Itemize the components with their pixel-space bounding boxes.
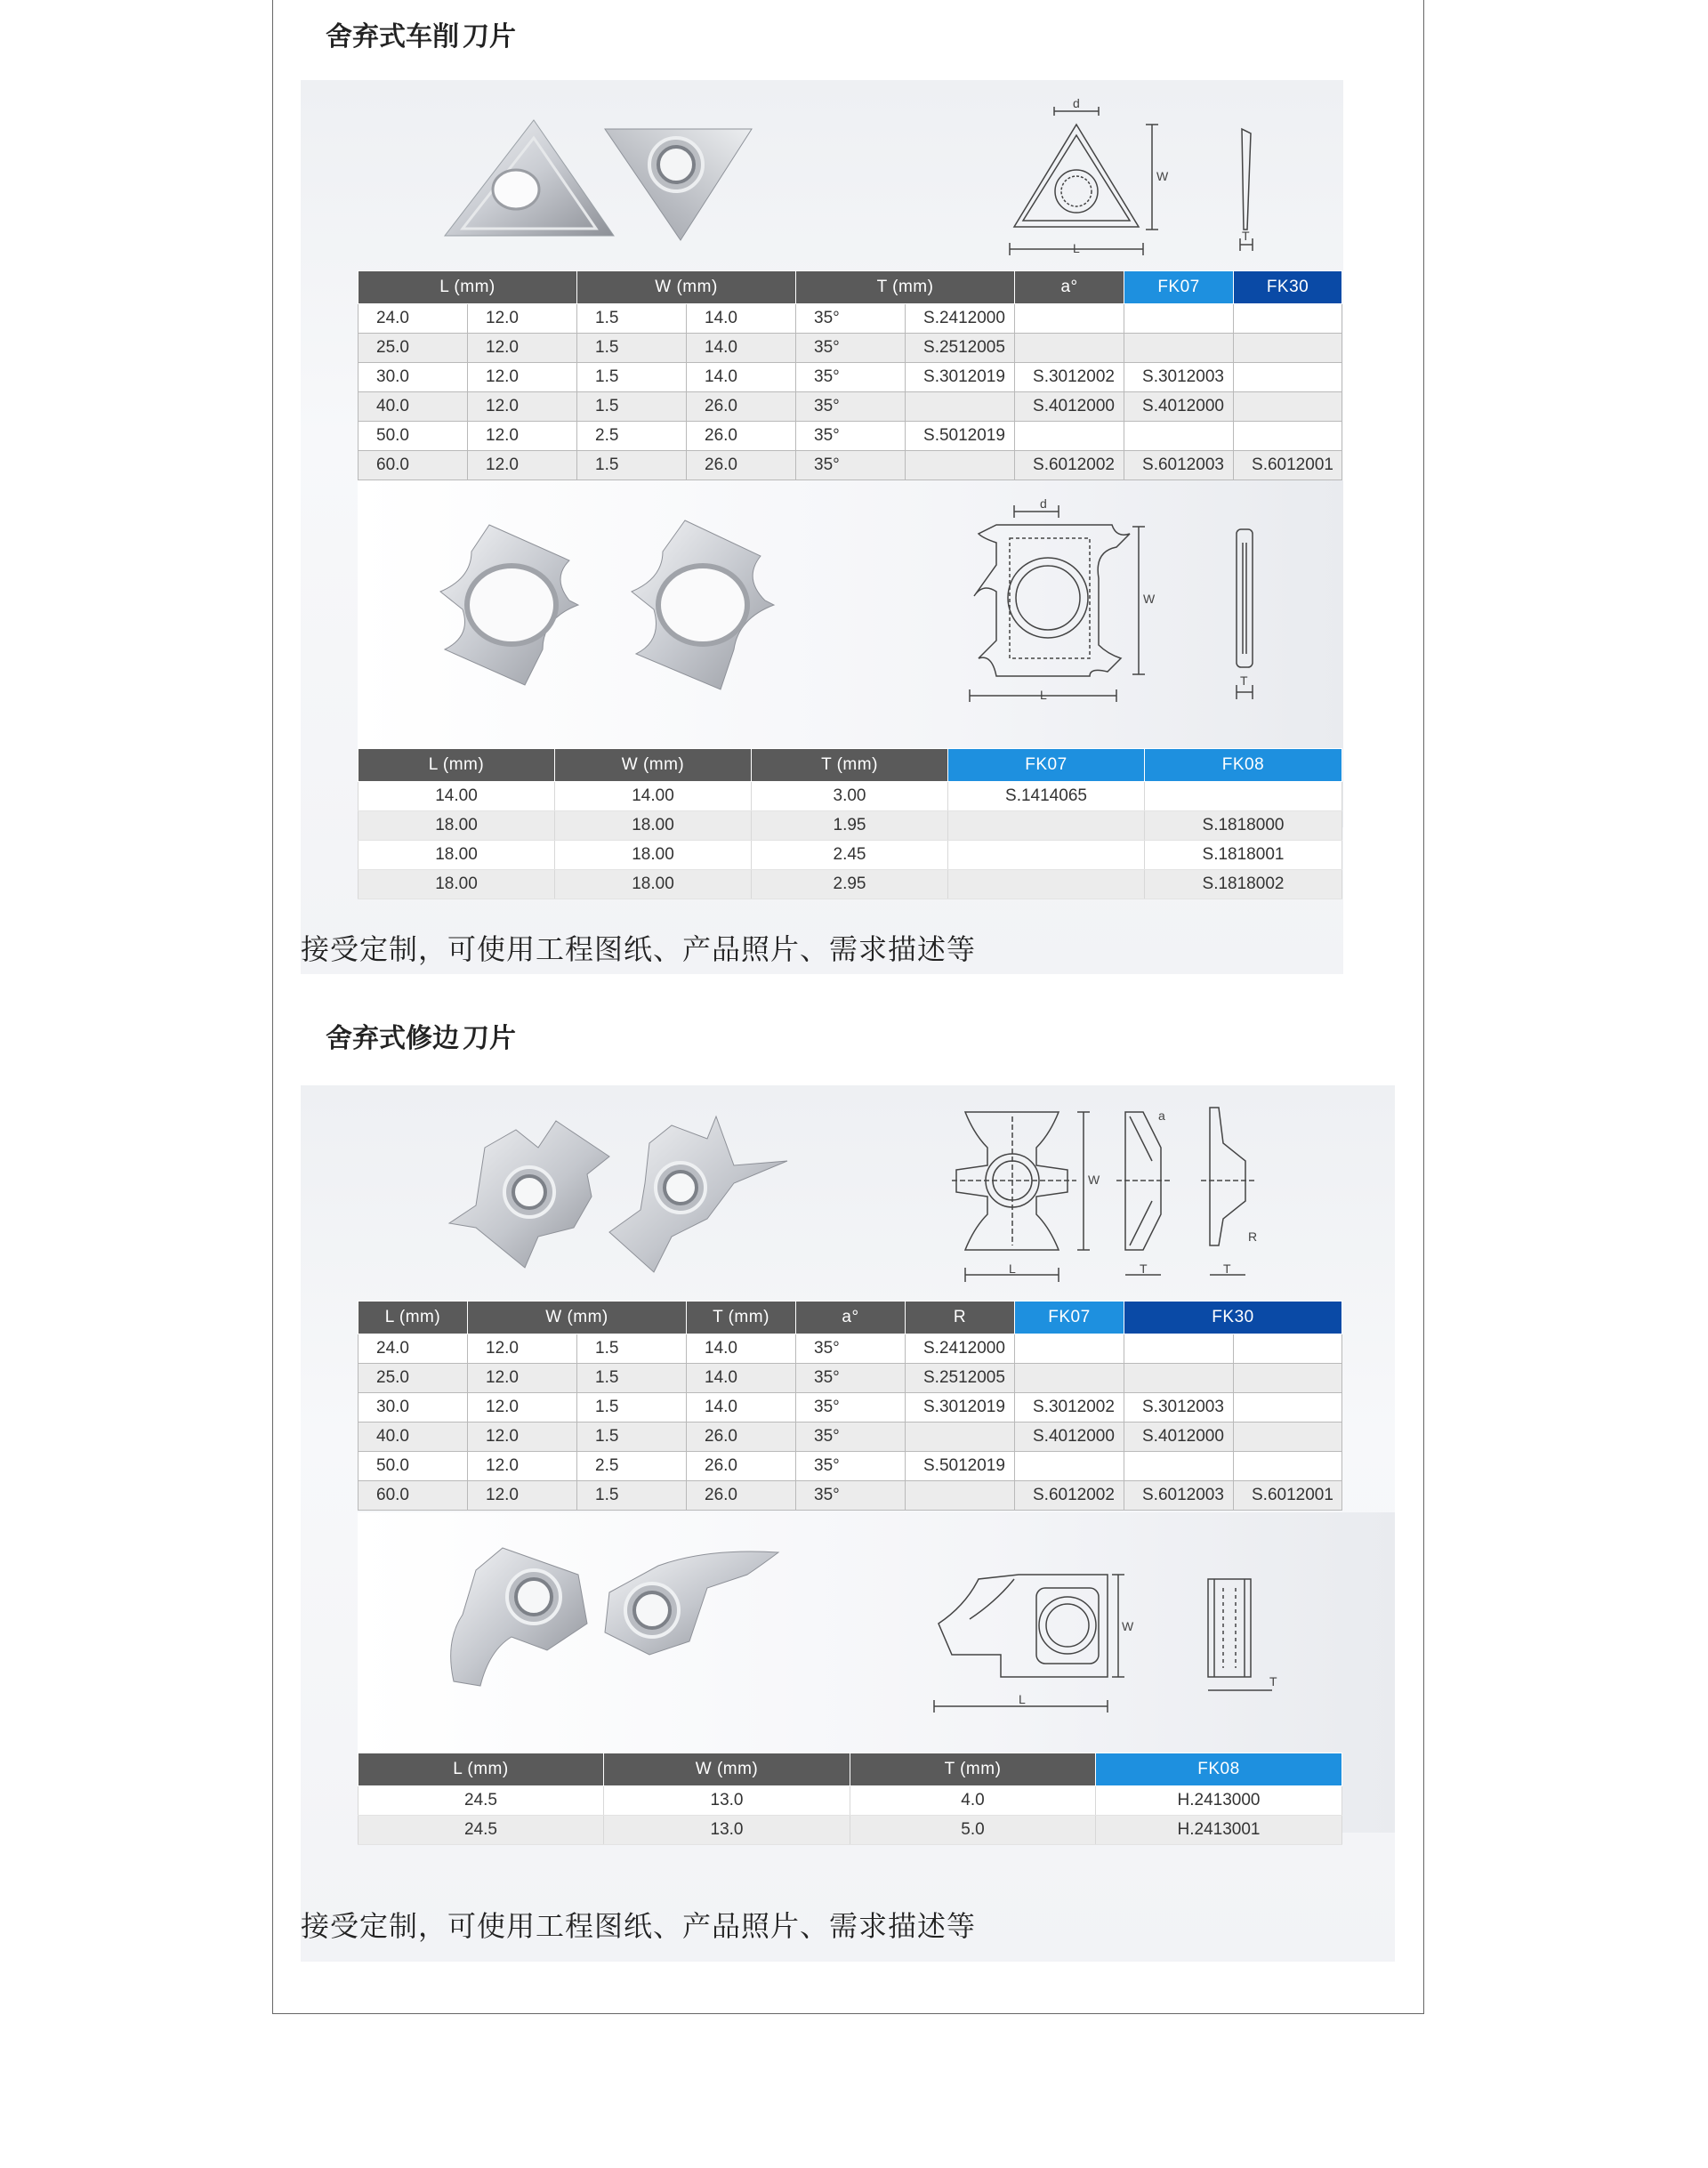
table-cell: 26.0 — [687, 451, 796, 480]
table-cell: 35° — [796, 1393, 906, 1422]
table-cell: 14.0 — [687, 1334, 796, 1364]
table-cell: 12.0 — [468, 1364, 577, 1393]
table-cell: 18.00 — [359, 811, 555, 841]
table-cell: S.5012019 — [906, 422, 1015, 451]
curved-insert-diagram — [965, 498, 1285, 712]
table-cell: 26.0 — [687, 392, 796, 422]
table-cell — [1234, 304, 1342, 334]
table-cell: 24.5 — [359, 1786, 604, 1816]
dim-a: a — [1158, 1108, 1165, 1123]
table-cell: 60.0 — [359, 451, 468, 480]
table-row — [359, 422, 1342, 451]
table-cell: H.2413001 — [1096, 1816, 1342, 1845]
table-cell: 14.0 — [687, 304, 796, 334]
table-cell: S.6012001 — [1234, 1481, 1342, 1511]
custom-note: 接受定制，可使用工程图纸、产品照片、需求描述等 — [301, 1909, 977, 1943]
curved-insert-photo — [436, 516, 827, 694]
table-cell: 35° — [796, 1422, 906, 1452]
table-cell: 1.5 — [577, 392, 687, 422]
table-cell — [948, 870, 1145, 899]
col-header: W (mm) — [577, 271, 796, 304]
table-cell: S.6012002 — [1015, 1481, 1124, 1511]
spec-table-trimming-2 — [358, 1753, 1342, 1845]
table-header-row — [359, 749, 1342, 782]
table-cell: S.3012019 — [906, 363, 1015, 392]
table-cell — [1234, 1422, 1342, 1452]
dim-t: T — [1240, 673, 1248, 688]
table-cell: 25.0 — [359, 334, 468, 363]
table-row — [359, 1481, 1342, 1511]
table-row — [359, 1786, 1342, 1816]
title-highlight: 舍弃式车削 — [306, 21, 463, 52]
table-cell — [906, 392, 1015, 422]
col-header: R — [906, 1302, 1015, 1334]
table-cell — [906, 451, 1015, 480]
col-header: W (mm) — [468, 1302, 687, 1334]
table-cell — [1124, 1452, 1234, 1481]
table-row — [359, 782, 1342, 811]
table-cell: 13.0 — [604, 1786, 850, 1816]
table-cell: 26.0 — [687, 1481, 796, 1511]
table-cell: S.2512005 — [906, 334, 1015, 363]
table-row — [359, 841, 1342, 870]
table-cell: 1.5 — [577, 363, 687, 392]
table-cell — [1124, 422, 1234, 451]
table-row — [359, 1816, 1342, 1845]
table-cell: 2.5 — [577, 1452, 687, 1481]
profile-insert-diagram — [930, 1570, 1285, 1721]
dim-t: T — [1242, 229, 1250, 243]
table-cell: 35° — [796, 451, 906, 480]
table-cell: 2.5 — [577, 422, 687, 451]
table-row — [359, 1452, 1342, 1481]
col-header: W (mm) — [604, 1753, 850, 1786]
trim-insert-diagram — [952, 1099, 1290, 1285]
table-cell: 12.0 — [468, 334, 577, 363]
table-cell: 13.0 — [604, 1816, 850, 1845]
table-cell: 14.0 — [687, 1393, 796, 1422]
table-cell: S.5012019 — [906, 1452, 1015, 1481]
table-cell — [1015, 1364, 1124, 1393]
title-rest: 刀片 — [463, 21, 516, 52]
table-cell: 35° — [796, 1334, 906, 1364]
col-header: W (mm) — [555, 749, 752, 782]
table-cell: 50.0 — [359, 422, 468, 451]
title-rest: 刀片 — [463, 1023, 516, 1054]
profile-insert-photo — [440, 1543, 796, 1704]
table-cell: 12.0 — [468, 1334, 577, 1364]
section-title-trimming — [306, 1021, 516, 1057]
table-cell — [1234, 1334, 1342, 1364]
table-cell: S.2512005 — [906, 1364, 1015, 1393]
table-cell — [1015, 1452, 1124, 1481]
table-cell — [948, 841, 1145, 870]
table-cell: 60.0 — [359, 1481, 468, 1511]
table-cell: 12.0 — [468, 1481, 577, 1511]
table-cell: 35° — [796, 1364, 906, 1393]
table-cell — [1015, 1334, 1124, 1364]
table-cell: 18.00 — [359, 841, 555, 870]
table-cell: 18.00 — [555, 841, 752, 870]
col-header-fk30: FK30 — [1124, 1302, 1342, 1334]
dim-t: T — [1223, 1261, 1231, 1276]
table-cell: 1.95 — [752, 811, 948, 841]
table-cell: 18.00 — [555, 870, 752, 899]
table-cell — [906, 1481, 1015, 1511]
spec-table-turning-1 — [358, 270, 1342, 480]
table-cell: 26.0 — [687, 1452, 796, 1481]
table-cell: 1.5 — [577, 1393, 687, 1422]
dim-l: L — [1073, 241, 1080, 255]
table-cell: S.6012003 — [1124, 451, 1234, 480]
table-cell — [1015, 334, 1124, 363]
table-cell: 12.0 — [468, 1393, 577, 1422]
table-row — [359, 304, 1342, 334]
dim-l: L — [1009, 1261, 1016, 1276]
table-cell: 35° — [796, 334, 906, 363]
table-row — [359, 1364, 1342, 1393]
spec-table-turning-2 — [358, 748, 1342, 899]
table-cell: 14.0 — [687, 363, 796, 392]
table-cell: S.1818002 — [1145, 870, 1342, 899]
table-cell — [906, 1422, 1015, 1452]
table-row — [359, 1393, 1342, 1422]
dim-r: R — [1248, 1229, 1258, 1244]
table-cell: 2.45 — [752, 841, 948, 870]
table-cell: 14.0 — [687, 1364, 796, 1393]
table-row — [359, 1422, 1342, 1452]
table-cell: 35° — [796, 304, 906, 334]
col-header: T (mm) — [752, 749, 948, 782]
dim-l: L — [1040, 688, 1047, 702]
table-cell — [1015, 422, 1124, 451]
col-header: a° — [1015, 271, 1124, 304]
table-cell — [1124, 334, 1234, 363]
table-header-row — [359, 1302, 1342, 1334]
table-cell: 35° — [796, 422, 906, 451]
col-header-fk07: FK07 — [1124, 271, 1234, 304]
table-cell — [1234, 392, 1342, 422]
table-cell: 1.5 — [577, 334, 687, 363]
table-cell: 40.0 — [359, 1422, 468, 1452]
table-cell: 12.0 — [468, 422, 577, 451]
table-cell: 35° — [796, 392, 906, 422]
col-header: L (mm) — [359, 1753, 604, 1786]
table-cell: 12.0 — [468, 392, 577, 422]
table-cell: 30.0 — [359, 363, 468, 392]
table-cell: 3.00 — [752, 782, 948, 811]
table-cell: S.3012003 — [1124, 363, 1234, 392]
table-row — [359, 870, 1342, 899]
table-cell: 12.0 — [468, 451, 577, 480]
table-row — [359, 1334, 1342, 1364]
triangle-insert-diagram — [1005, 98, 1308, 258]
table-cell: S.6012003 — [1124, 1481, 1234, 1511]
table-cell: 35° — [796, 1481, 906, 1511]
table-cell: 26.0 — [687, 422, 796, 451]
spec-table-trimming-1 — [358, 1301, 1342, 1511]
col-header: L (mm) — [359, 749, 555, 782]
col-header-fk30: FK30 — [1234, 271, 1342, 304]
dim-d: d — [1073, 96, 1080, 110]
table-cell — [1234, 422, 1342, 451]
table-cell: 24.0 — [359, 1334, 468, 1364]
triangle-insert-photo — [436, 111, 774, 245]
table-cell: S.3012019 — [906, 1393, 1015, 1422]
custom-note: 接受定制，可使用工程图纸、产品照片、需求描述等 — [301, 932, 977, 966]
table-cell: H.2413000 — [1096, 1786, 1342, 1816]
table-cell: 4.0 — [850, 1786, 1096, 1816]
table-cell: 1.5 — [577, 304, 687, 334]
table-cell: S.4012000 — [1015, 1422, 1124, 1452]
table-cell: 1.5 — [577, 1481, 687, 1511]
table-cell — [1234, 1452, 1342, 1481]
table-cell — [948, 811, 1145, 841]
dim-w: W — [1088, 1173, 1100, 1187]
trim-insert-photo — [440, 1112, 796, 1281]
col-header-fk08: FK08 — [1096, 1753, 1342, 1786]
table-cell: 1.5 — [577, 451, 687, 480]
table-cell: 14.00 — [555, 782, 752, 811]
table-cell: S.4012000 — [1124, 1422, 1234, 1452]
table-cell: 18.00 — [359, 870, 555, 899]
table-cell: 1.5 — [577, 1422, 687, 1452]
table-cell: S.1818001 — [1145, 841, 1342, 870]
col-header-fk07: FK07 — [948, 749, 1145, 782]
col-header-fk08: FK08 — [1145, 749, 1342, 782]
table-cell — [1124, 1334, 1234, 1364]
table-cell: 30.0 — [359, 1393, 468, 1422]
col-header: a° — [796, 1302, 906, 1334]
table-cell: 12.0 — [468, 1452, 577, 1481]
table-cell: S.2412000 — [906, 1334, 1015, 1364]
dim-t: T — [1140, 1261, 1148, 1276]
table-cell: 40.0 — [359, 392, 468, 422]
table-cell — [1234, 1393, 1342, 1422]
table-cell: 1.5 — [577, 1364, 687, 1393]
table-cell: 2.95 — [752, 870, 948, 899]
col-header-fk07: FK07 — [1015, 1302, 1124, 1334]
table-header-row — [359, 1753, 1342, 1786]
table-row — [359, 451, 1342, 480]
table-cell — [1234, 334, 1342, 363]
col-header: T (mm) — [850, 1753, 1096, 1786]
table-cell: 14.0 — [687, 334, 796, 363]
table-cell — [1015, 304, 1124, 334]
table-cell: S.4012000 — [1124, 392, 1234, 422]
table-cell — [1124, 1364, 1234, 1393]
title-highlight: 舍弃式修边 — [306, 1023, 463, 1054]
table-cell: S.4012000 — [1015, 392, 1124, 422]
table-cell: 12.0 — [468, 1422, 577, 1452]
table-cell: 24.5 — [359, 1816, 604, 1845]
table-cell: 35° — [796, 363, 906, 392]
dim-l: L — [1019, 1692, 1026, 1706]
table-cell — [1234, 363, 1342, 392]
table-cell — [1124, 304, 1234, 334]
col-header: L (mm) — [359, 1302, 468, 1334]
dim-w: W — [1143, 592, 1156, 606]
table-cell: S.3012002 — [1015, 363, 1124, 392]
table-cell: S.1414065 — [948, 782, 1145, 811]
table-cell: 18.00 — [555, 811, 752, 841]
table-row — [359, 363, 1342, 392]
table-row — [359, 334, 1342, 363]
col-header: T (mm) — [796, 271, 1015, 304]
table-cell: 14.00 — [359, 782, 555, 811]
table-cell: 26.0 — [687, 1422, 796, 1452]
table-cell: S.3012003 — [1124, 1393, 1234, 1422]
section-title-turning — [306, 20, 516, 55]
table-cell: 12.0 — [468, 304, 577, 334]
table-cell: 50.0 — [359, 1452, 468, 1481]
table-cell: 25.0 — [359, 1364, 468, 1393]
table-cell: S.6012001 — [1234, 451, 1342, 480]
table-cell: 5.0 — [850, 1816, 1096, 1845]
table-cell: 24.0 — [359, 304, 468, 334]
dim-d: d — [1040, 496, 1047, 511]
table-cell: S.1818000 — [1145, 811, 1342, 841]
dim-w: W — [1122, 1619, 1134, 1633]
table-cell — [1234, 1364, 1342, 1393]
table-cell: 12.0 — [468, 363, 577, 392]
table-header-row — [359, 271, 1342, 304]
dim-w: W — [1156, 169, 1169, 183]
dim-t: T — [1269, 1674, 1277, 1688]
table-cell: S.3012002 — [1015, 1393, 1124, 1422]
table-cell: S.6012002 — [1015, 451, 1124, 480]
table-row — [359, 392, 1342, 422]
table-cell — [1145, 782, 1342, 811]
table-cell: 35° — [796, 1452, 906, 1481]
col-header: L (mm) — [359, 271, 577, 304]
table-cell: S.2412000 — [906, 304, 1015, 334]
table-row — [359, 811, 1342, 841]
col-header: T (mm) — [687, 1302, 796, 1334]
table-cell: 1.5 — [577, 1334, 687, 1364]
